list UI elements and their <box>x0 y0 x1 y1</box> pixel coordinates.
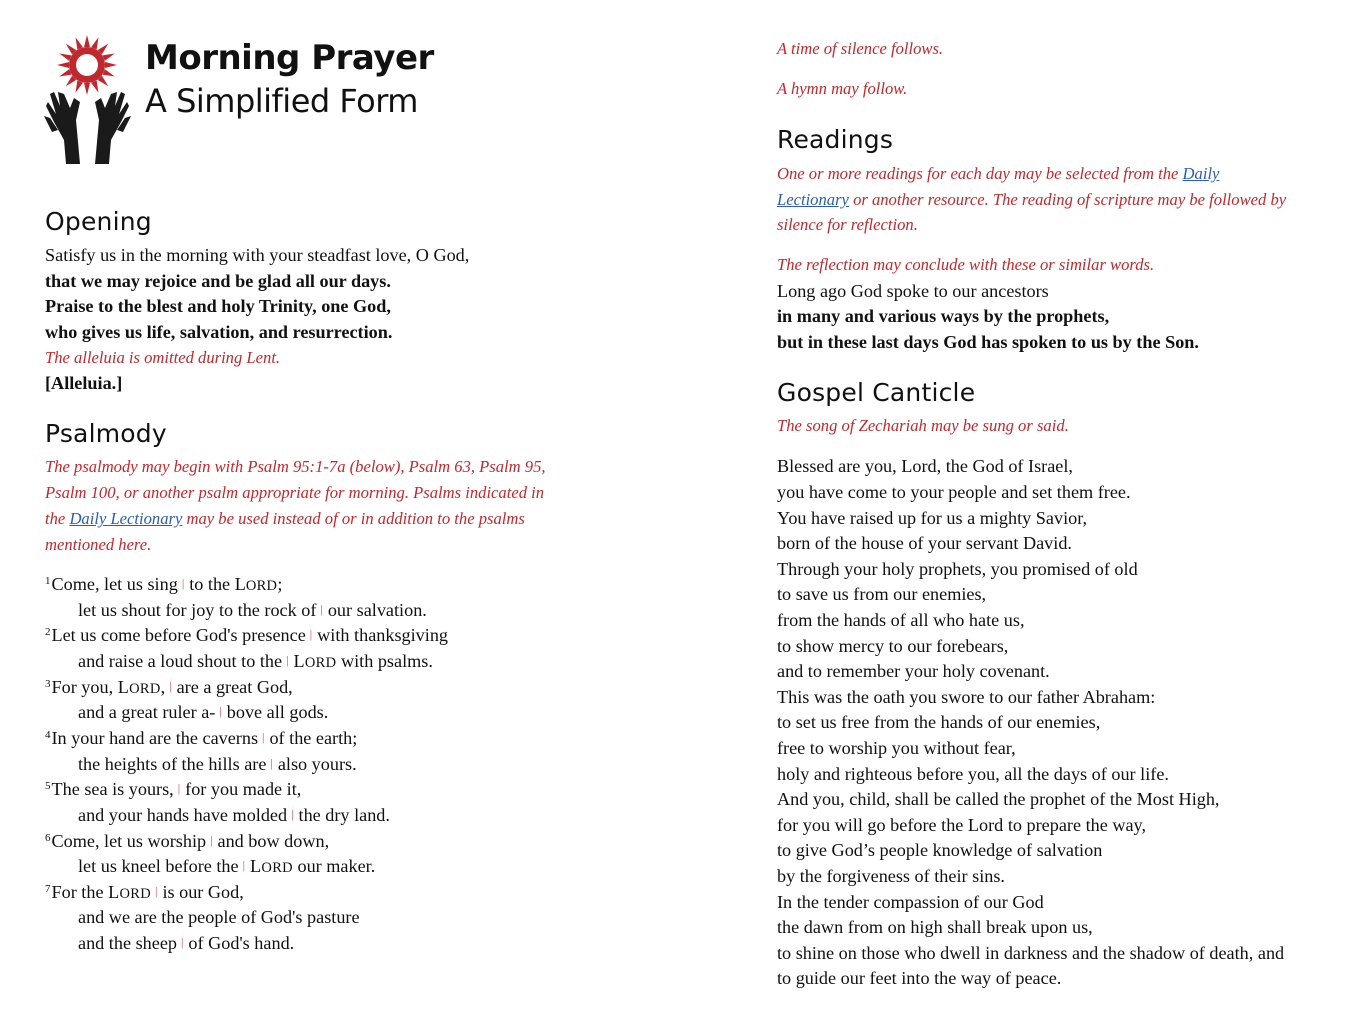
daily-lectionary-link[interactable]: Lectionary <box>777 190 849 209</box>
opening-heading: Opening <box>45 207 152 236</box>
canticle-line: to set us free from the hands of our enemies, <box>777 712 1101 732</box>
psalm-verse-6a <box>45 830 329 855</box>
reflection-line-2: in many and various ways by the prophets, <box>777 306 1110 326</box>
canticle-line: Blessed are you, Lord, the God of Israel, <box>777 456 1073 476</box>
silence-rubric: A time of silence follows. <box>777 39 944 58</box>
sun-and-raised-hands-icon <box>40 32 135 172</box>
reflection-line-1: Long ago God spoke to our ancestors <box>777 281 1049 301</box>
verse-text: the heights of the hills are <box>78 754 267 774</box>
opening-line-4: who gives us life, salvation, and resurrection. <box>45 322 393 342</box>
verse-text: let us kneel before the <box>78 856 239 876</box>
psalmody-rubric-line-3 <box>45 508 525 530</box>
verse-text: LORD <box>234 574 278 594</box>
verse-text: of God's hand. <box>188 933 295 953</box>
pointing-mark: | <box>286 653 289 667</box>
psalmody-heading: Psalmody <box>45 419 167 448</box>
canticle-line: by the forgiveness of their sins. <box>777 866 1005 886</box>
opening-line-3: Praise to the blest and holy Trinity, one God, <box>45 296 391 316</box>
canticle-line: the dawn from on high shall break upon us, <box>777 917 1093 937</box>
lent-rubric: The alleluia is omitted during Lent. <box>45 348 281 367</box>
small-caps-text: ORD <box>245 578 278 594</box>
psalm-verse-4b <box>45 753 357 777</box>
small-caps-text <box>250 856 293 876</box>
readings-rubric-line-2 <box>777 189 1286 211</box>
rubric-text: the <box>45 509 66 528</box>
psalm-verse-3a <box>45 676 293 701</box>
verse-text: with psalms. <box>336 651 433 671</box>
canticle-line: and to remember your holy covenant. <box>777 661 1050 681</box>
verse-text: Let us come before God's presence <box>51 625 306 645</box>
verse-text: and the sheep <box>78 933 177 953</box>
psalm-verse-7a <box>45 881 244 906</box>
canticle-line: And you, child, shall be called the prophet of the Most High, <box>777 789 1220 809</box>
pointing-mark: | <box>181 576 185 590</box>
verse-text: Come, let us sing <box>51 574 178 594</box>
verse-text: and bow down, <box>217 831 330 851</box>
pointing-mark: | <box>291 807 294 821</box>
opening-line-1: Satisfy us in the morning with your steadfast love, O God, <box>45 245 470 265</box>
rubric-text: One or more readings for each day may be selected from the <box>777 164 1179 183</box>
verse-text: and your hands have molded <box>78 805 288 825</box>
verse-text: the dry land. <box>298 805 390 825</box>
small-caps-rest: ORD <box>129 681 161 697</box>
small-caps-rest: ORD <box>261 860 293 876</box>
pointing-mark: | <box>262 730 265 744</box>
verse-text: of the earth; <box>269 728 358 748</box>
canticle-line: born of the house of your servant David. <box>777 533 1072 553</box>
verse-number: 6 <box>45 832 51 844</box>
small-caps-initial: L <box>108 882 120 902</box>
readings-heading: Readings <box>777 125 894 154</box>
canticle-line: to show mercy to our forebears, <box>777 636 1009 656</box>
daily-lectionary-link[interactable]: Daily Lectionary <box>69 509 183 528</box>
psalm-verse-6b <box>45 855 375 879</box>
small-caps-rest: ORD <box>304 655 337 671</box>
psalm-verse-3b <box>45 701 328 725</box>
psalmody-rubric-line-4: mentioned here. <box>45 535 152 554</box>
canticle-line: Through your holy prophets, you promised of old <box>777 559 1138 579</box>
small-caps-initial: L <box>117 677 130 697</box>
small-caps-initial: L <box>293 651 305 671</box>
canticle-line: to save us from our enemies, <box>777 584 987 604</box>
pointing-mark: | <box>219 704 222 718</box>
canticle-line: you have come to your people and set them free. <box>777 482 1131 502</box>
canticle-line: to shine on those who dwell in darkness and the shadow of death, and <box>777 943 1285 963</box>
psalm-verse-2a <box>45 624 448 649</box>
verse-text: to the <box>189 574 235 594</box>
canticle-line: In the tender compassion of our God <box>777 892 1044 912</box>
verse-number: 3 <box>45 678 51 690</box>
page-title: Morning Prayer <box>145 38 434 78</box>
small-caps-initial: L <box>250 856 262 876</box>
canticle-rubric: The song of Zechariah may be sung or said. <box>777 416 1069 435</box>
pointing-mark: | <box>180 935 184 949</box>
pointing-mark: | <box>270 756 273 770</box>
rubric-text: or another resource. The reading of scripture may be followed by <box>853 190 1287 209</box>
psalm-verse-1a <box>45 573 282 598</box>
pointing-mark: | <box>177 781 181 795</box>
rubric-text: may be used instead of or in addition to the psalms <box>186 509 525 528</box>
canticle-line: from the hands of all who hate us, <box>777 610 1025 630</box>
verse-text: In your hand are the caverns <box>51 728 259 748</box>
verse-text: bove all gods. <box>226 702 329 722</box>
canticle-line: You have raised up for us a mighty Savior, <box>777 508 1088 528</box>
psalm-verse-1b <box>45 599 427 623</box>
alleluia-line: [Alleluia.] <box>45 373 123 393</box>
pointing-mark: | <box>320 602 323 616</box>
verse-text: with thanksgiving <box>317 625 449 645</box>
canticle-line: free to worship you without fear, <box>777 738 1016 758</box>
canticle-line: to guide our feet into the way of peace. <box>777 968 1062 988</box>
psalm-verse-7b: and we are the people of God's pasture <box>78 907 360 927</box>
pointing-mark: | <box>155 884 158 898</box>
pointing-mark: | <box>169 679 172 693</box>
readings-rubric-line-3: silence for reflection. <box>777 215 918 234</box>
verse-text: For the <box>51 882 109 902</box>
opening-line-2: that we may rejoice and be glad all our days. <box>45 271 391 291</box>
reflection-rubric: The reflection may conclude with these or similar words. <box>777 255 1155 274</box>
psalm-verse-4a <box>45 727 357 752</box>
pointing-mark: | <box>210 833 213 847</box>
verse-text: our maker. <box>292 856 376 876</box>
small-caps-text <box>108 882 152 902</box>
verse-number: 4 <box>45 729 51 741</box>
verse-text: are a great God, <box>176 677 293 697</box>
daily-lectionary-link[interactable]: Daily <box>1182 164 1220 183</box>
canticle-line: for you will go before the Lord to prepare the way, <box>777 815 1147 835</box>
psalm-verse-5a <box>45 778 301 803</box>
reflection-line-3: but in these last days God has spoken to us by the Son. <box>777 332 1199 352</box>
verse-number: 5 <box>45 780 51 792</box>
psalm-verse-7c <box>45 932 294 956</box>
verse-text: For you, <box>51 677 118 697</box>
small-caps-text <box>293 651 337 671</box>
verse-text: The sea is yours, <box>51 779 174 799</box>
page-subtitle: A Simplified Form <box>145 82 418 120</box>
canticle-heading: Gospel Canticle <box>777 378 976 407</box>
verse-text: and a great ruler a- <box>78 702 216 722</box>
verse-text: , <box>160 677 166 697</box>
verse-text: our salvation. <box>327 600 427 620</box>
pointing-mark: | <box>309 627 313 641</box>
verse-text: ; <box>277 574 283 594</box>
verse-text: for you made it, <box>185 779 302 799</box>
verse-number: 1 <box>45 575 51 587</box>
canticle-line: to give God’s people knowledge of salvation <box>777 840 1103 860</box>
hymn-rubric: A hymn may follow. <box>777 79 908 98</box>
verse-text: is our God, <box>162 882 244 902</box>
verse-text: also yours. <box>277 754 357 774</box>
psalm-verse-2b <box>45 650 433 674</box>
canticle-line: holy and righteous before you, all the days of our life. <box>777 764 1169 784</box>
canticle-line: This was the oath you swore to our father Abraham: <box>777 687 1156 707</box>
verse-number: 2 <box>45 626 51 638</box>
verse-text: and raise a loud shout to the <box>78 651 283 671</box>
verse-text: Come, let us worship <box>51 831 207 851</box>
psalmody-rubric-line-1: The psalmody may begin with Psalm 95:1-7a (below), Psalm 63, Psalm 95, <box>45 457 546 476</box>
readings-rubric-line-1 <box>777 163 1219 185</box>
psalmody-rubric-line-2: Psalm 100, or another psalm appropriate for morning. Psalms indicated in <box>45 483 545 502</box>
small-caps-text <box>117 677 161 697</box>
small-caps-rest: ORD <box>119 886 152 902</box>
pointing-mark: | <box>242 858 245 872</box>
psalm-verse-5b <box>45 804 390 828</box>
verse-text: let us shout for joy to the rock of <box>78 600 317 620</box>
verse-number: 7 <box>45 883 51 895</box>
